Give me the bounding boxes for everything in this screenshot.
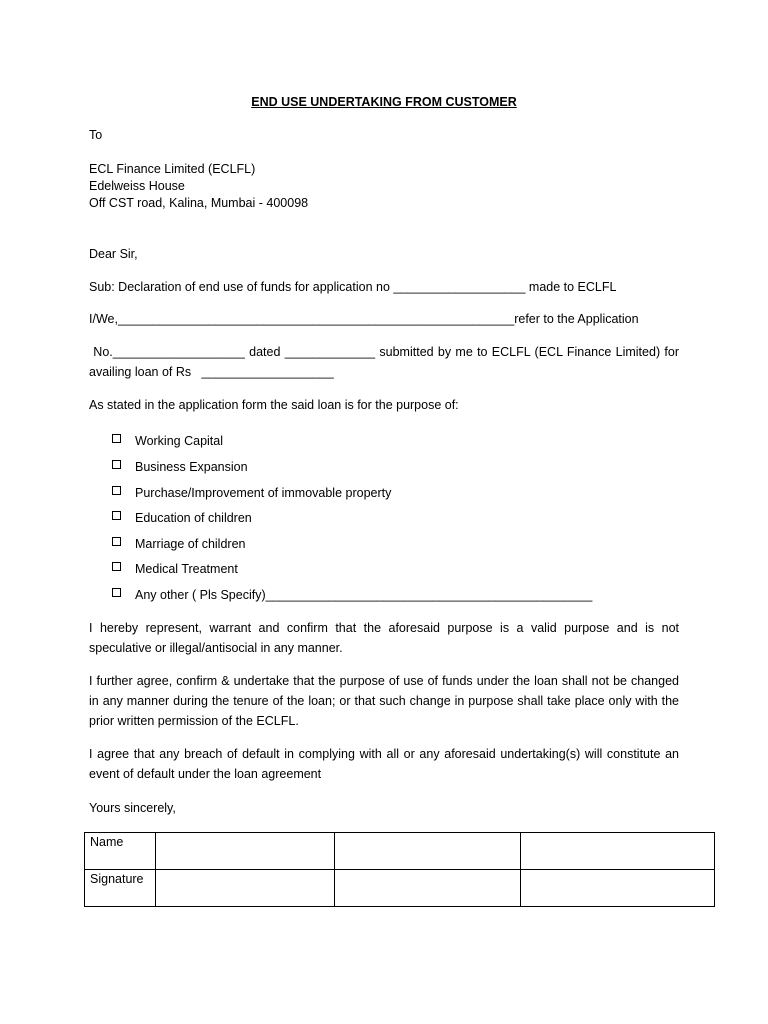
availing-loan-line: availing loan of Rs ___________________ [89,365,334,379]
signature-cell-1[interactable] [156,870,335,907]
iwe-line: I/We,_________________________________________________________refer to the Application [89,312,639,326]
salutation: Dear Sir, [89,247,138,261]
signature-cell-2[interactable] [335,870,521,907]
table-row [85,870,715,907]
checkbox-working-capital[interactable] [112,434,121,443]
paragraph-represent: I hereby represent, warrant and confirm that the aforesaid purpose is a valid purpose and is not speculative or illegal/antisocial in any manner. [89,621,679,655]
to-label: To [89,128,103,142]
option-label: Working Capital [135,434,224,448]
paragraph-breach: I agree that any breach of default in complying with all or any aforesaid undertaking(s) will constitute an event of default under the loan agreement [89,747,679,781]
name-cell-3[interactable] [521,833,715,870]
name-label: Name [85,833,156,870]
checkbox-medical[interactable] [112,562,121,571]
checkbox-business-expansion[interactable] [112,460,121,469]
name-cell-1[interactable] [156,833,335,870]
option-label: Education of children [135,511,252,525]
address-line-2: Edelweiss House [89,179,185,193]
address-line-1: ECL Finance Limited (ECLFL) [89,162,256,176]
purpose-intro: As stated in the application form the said loan is for the purpose of: [89,398,459,412]
table-row [85,833,715,870]
signature-cell-3[interactable] [521,870,715,907]
checkbox-any-other[interactable] [112,588,121,597]
signature-label: Signature [85,870,156,907]
signature-table [84,832,715,907]
paragraph-further-agree: I further agree, confirm & undertake that the purpose of use of funds under the loan shall not be changed in any manner during the tenure of the loan; or that such change in purpose shall take place only with the prior written permission of the ECLFL. [89,674,679,728]
option-label: Medical Treatment [135,562,238,576]
subject-line: Sub: Declaration of end use of funds for application no ___________________ made to ECLFL [89,280,617,294]
checkbox-marriage[interactable] [112,537,121,546]
address-line-3: Off CST road, Kalina, Mumbai - 400098 [89,196,309,210]
option-label: Any other ( Pls Specify)_______________________________________________ [135,588,593,602]
option-label: Marriage of children [135,537,246,551]
checkbox-immovable-property[interactable] [112,486,121,495]
option-label: Purchase/Improvement of immovable property [135,486,392,500]
name-cell-2[interactable] [335,833,521,870]
document-title: END USE UNDERTAKING FROM CUSTOMER [251,95,517,109]
option-label: Business Expansion [135,460,248,474]
checkbox-education[interactable] [112,511,121,520]
closing: Yours sincerely, [89,801,176,815]
application-no-line: No.___________________ dated _____________ submitted by me to ECLFL (ECL Finance Limited) for [89,345,679,359]
